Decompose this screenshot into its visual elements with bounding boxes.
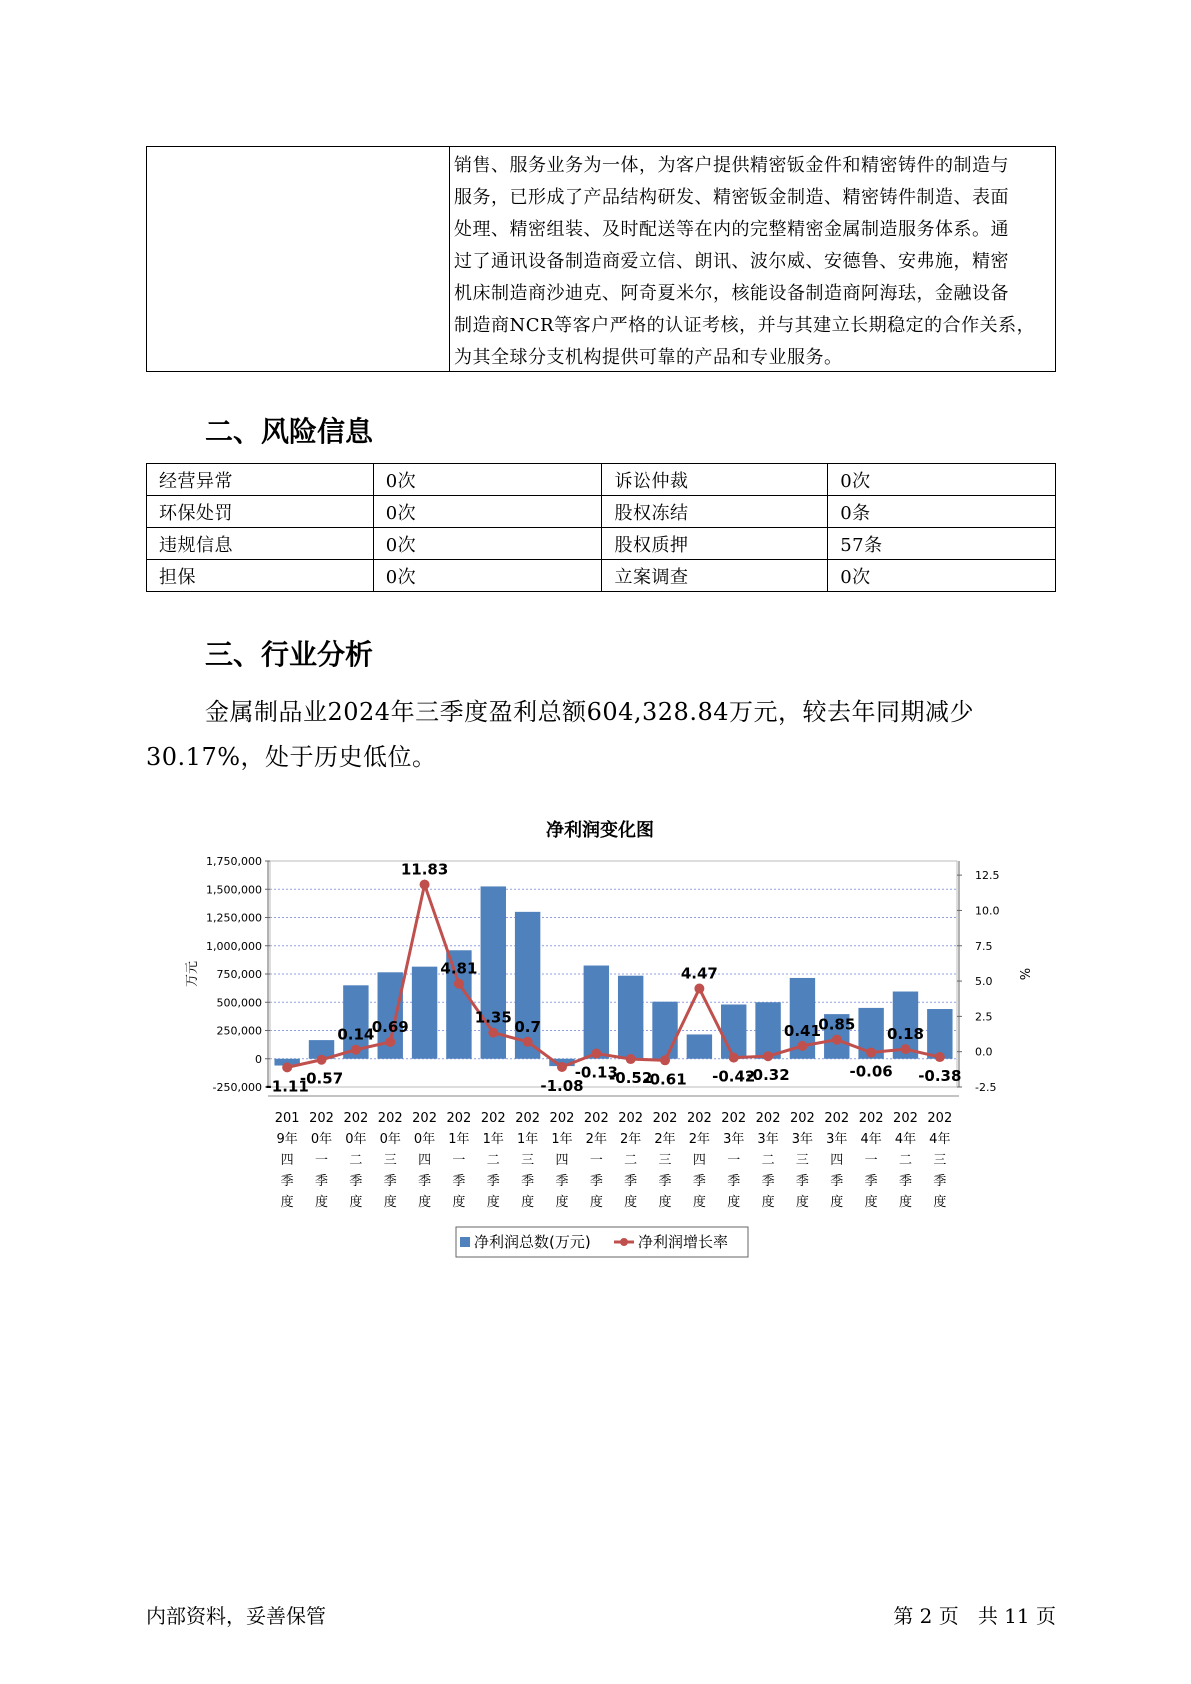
growth-point [454,979,464,989]
x-tick-label: 三 [795,1153,809,1168]
intro-line: 处理、精密组装、及时配送等在内的完整精密金属制造服务体系。通 [454,219,1009,240]
x-tick-label: 二 [761,1153,775,1168]
x-tick-label: 季 [452,1174,466,1189]
risk-label: 股权冻结 [602,496,828,528]
y2-tick-label: 0.0 [975,1045,993,1059]
x-tick-label: 3年 [826,1132,848,1147]
y-tick-label: 0 [255,1052,262,1066]
x-tick-label: 三 [383,1153,397,1168]
data-label: 4.81 [440,959,478,978]
x-tick-label: 1年 [482,1132,504,1147]
growth-point [488,1028,498,1038]
x-tick-label: 202 [515,1111,541,1126]
y2-tick-label: 10.0 [975,904,1000,918]
risk-value: 0次 [828,464,1056,496]
x-tick-label: 202 [480,1111,506,1126]
net-profit-chart [0,800,1191,1270]
bar [412,967,437,1059]
x-tick-label: 四 [692,1153,706,1168]
risk-label: 违规信息 [147,528,374,560]
y-tick-label: 500,000 [216,996,262,1010]
x-tick-label: 0年 [310,1132,333,1147]
x-tick-label: 0年 [379,1132,401,1147]
x-tick-label: 季 [692,1174,706,1189]
x-tick-label: 二 [486,1153,500,1168]
x-tick-label: 202 [721,1111,747,1126]
x-tick-label: 202 [309,1111,334,1126]
x-tick-label: 季 [418,1174,432,1189]
x-tick-label: 季 [864,1174,878,1189]
data-label: 0.14 [337,1025,375,1044]
x-tick-label: 202 [343,1111,369,1126]
x-tick-label: 度 [761,1195,775,1210]
x-tick-label: 202 [618,1111,644,1126]
y2-tick-label: 12.5 [975,869,1000,883]
bar-series [274,886,952,1066]
x-tick-label: 季 [727,1174,741,1189]
x-tick-label: 2年 [688,1132,711,1147]
intro-line: 制造商NCR等客户严格的认证考核，并与其建立长期稳定的合作关系， [454,315,1036,336]
x-tick-label: 四 [555,1153,569,1168]
x-tick-label: 一 [864,1153,878,1168]
x-tick-label: 四 [418,1153,432,1168]
x-tick-label: 季 [624,1174,638,1189]
x-tick-label: 201 [274,1111,300,1126]
bar [515,912,540,1059]
x-tick-label: 季 [521,1174,535,1189]
x-tick-label: 一 [589,1153,603,1168]
risk-value: 0次 [373,496,602,528]
data-label: -1.08 [540,1076,584,1095]
intro-table-text-cell [450,147,1055,371]
data-label: -0.57 [299,1069,344,1088]
x-tick-label: 度 [795,1195,809,1210]
data-label: 0.41 [783,1021,821,1040]
x-tick-label: 季 [280,1174,294,1189]
y2-tick-label: 2.5 [975,1010,993,1024]
data-label: 0.69 [371,1017,409,1036]
x-tick-label: 二 [349,1153,363,1168]
x-tick-label: 二 [898,1153,912,1168]
x-tick-label: 度 [589,1195,603,1210]
data-labels [266,861,962,1096]
data-label: -0.13 [574,1063,618,1082]
y-tick-label: 1,750,000 [206,855,262,868]
intro-line: 服务，已形成了产品结构研发、精密钣金制造、精密铸件制造、表面 [454,187,1009,208]
risk-value: 0次 [373,464,602,496]
risk-value: 57条 [828,528,1056,560]
x-tick-label: 2年 [620,1132,642,1147]
x-tick-label: 度 [452,1195,466,1210]
x-tick-label: 202 [686,1111,712,1126]
x-tick-label: 度 [727,1195,741,1210]
growth-point [317,1055,327,1065]
data-label: 1.35 [474,1008,512,1027]
x-tick-label: 度 [830,1195,844,1210]
plot-border [270,861,957,1087]
legend-line-label: 净利润增长率 [638,1233,729,1251]
x-tick-label: 度 [521,1195,535,1210]
risk-row [147,464,1056,496]
x-tick-label: 度 [624,1195,638,1210]
growth-point [557,1062,567,1072]
x-tick-label: 度 [315,1195,329,1210]
bar [721,1005,746,1059]
risk-heading: 二、风险信息 [205,415,374,448]
risk-label: 担保 [147,560,374,592]
x-tick-label: 202 [412,1111,437,1126]
chart-legend [456,1227,748,1257]
x-tick-label: 202 [377,1111,403,1126]
data-label: 0.7 [514,1017,541,1036]
growth-point [626,1054,636,1064]
x-tick-label: 季 [795,1174,809,1189]
x-tick-label: 202 [446,1111,472,1126]
y2-tick-label: -2.5 [975,1081,997,1094]
x-tick-label: 度 [418,1195,432,1210]
y-tick-label: 250,000 [216,1024,262,1038]
y2-axis-label: % [1016,967,1031,981]
x-tick-label: 四 [280,1153,294,1168]
x-tick-label: 9年 [276,1132,298,1147]
footer-page-number: 第 2 页 共 11 页 [893,1604,1056,1628]
data-label: -0.06 [849,1062,893,1081]
bar [652,1002,677,1059]
x-tick-label: 季 [933,1174,947,1189]
x-tick-label: 四 [830,1153,844,1168]
growth-point [763,1051,773,1061]
x-tick-label: 季 [383,1174,397,1189]
industry-heading: 三、行业分析 [205,638,374,671]
paragraph-line: 金属制品业2024年三季度盈利总额604,328.84万元，较去年同期减少 [205,698,974,726]
x-tick-label: 4年 [929,1132,951,1147]
x-tick-label: 1年 [448,1132,470,1147]
x-tick-label: 0年 [413,1132,436,1147]
growth-point [832,1035,842,1045]
y-tick-label: -250,000 [212,1081,262,1094]
x-tick-label: 202 [790,1111,815,1126]
y-tick-label: 1,000,000 [206,939,262,953]
x-tick-label: 2年 [585,1132,607,1147]
growth-point [935,1052,945,1062]
x-tick-label: 2年 [654,1132,676,1147]
y2-tick-label: 5.0 [975,975,993,989]
x-tick-label: 202 [927,1111,953,1126]
intro-table-left-cell [147,147,450,371]
x-tick-label: 季 [315,1174,329,1189]
legend-bar-swatch [460,1237,470,1247]
growth-point [420,880,430,890]
growth-point [351,1045,361,1055]
x-tick-label: 季 [349,1174,363,1189]
y-axis-label: 万元 [185,960,200,988]
growth-point [660,1055,670,1065]
x-tick-label: 1年 [516,1132,539,1147]
growth-point [900,1044,910,1054]
growth-point [797,1041,807,1051]
growth-point [729,1053,739,1063]
growth-point [523,1037,533,1047]
risk-row [147,560,1056,592]
x-tick-label: 4年 [860,1132,882,1147]
risk-table [146,463,1056,592]
risk-value: 0次 [373,560,602,592]
intro-line: 过了通讯设备制造商爱立信、朗讯、波尔威、安德鲁、安弗施，精密 [454,251,1009,272]
y-tick-label: 1,250,000 [206,911,262,925]
x-tick-label: 度 [280,1195,294,1210]
x-tick-label: 202 [858,1111,884,1126]
x-tick-label: 度 [864,1195,878,1210]
intro-line: 机床制造商沙迪克、阿奇夏米尔，核能设备制造商阿海珐，金融设备 [454,283,1009,304]
growth-point [591,1049,601,1059]
data-label: 0.85 [818,1015,856,1034]
x-tick-label: 季 [555,1174,569,1189]
risk-label: 立案调查 [602,560,828,592]
data-label: 0.18 [886,1025,924,1044]
data-label: 11.83 [400,860,449,879]
x-tick-label: 二 [624,1153,638,1168]
x-tick-label: 度 [555,1195,569,1210]
x-tick-label: 202 [549,1111,575,1126]
y2-tick-label: 7.5 [975,939,993,953]
x-tick-label: 季 [761,1174,775,1189]
x-tick-label: 度 [933,1195,947,1210]
data-label: -0.42 [712,1067,756,1086]
risk-label: 环保处罚 [147,496,374,528]
intro-line: 销售、服务业务为一体，为客户提供精密钣金件和精密铸件的制造与 [454,155,1009,176]
legend-line-dot [620,1238,628,1246]
data-label: -0.52 [609,1069,653,1088]
growth-point [385,1037,395,1047]
risk-label: 经营异常 [147,464,374,496]
data-label: -0.32 [746,1066,790,1085]
bar [584,966,609,1059]
chart-title: 净利润变化图 [546,820,654,841]
growth-point [282,1062,292,1072]
x-tick-label: 季 [830,1174,844,1189]
x-tick-label: 度 [383,1195,397,1210]
x-tick-labels [275,1111,952,1210]
risk-value: 0次 [828,560,1056,592]
data-label: -1.11 [265,1077,309,1096]
x-tick-label: 度 [898,1195,912,1210]
x-tick-label: 季 [486,1174,500,1189]
x-tick-label: 度 [349,1195,363,1210]
y-tick-label: 750,000 [216,968,262,981]
x-tick-label: 度 [486,1195,500,1210]
risk-row [147,496,1056,528]
y-tick-label: 1,500,000 [206,883,262,897]
x-tick-label: 一 [452,1153,466,1168]
x-tick-label: 3年 [757,1132,779,1147]
data-label: -0.38 [918,1067,962,1086]
x-tick-label: 季 [898,1174,912,1189]
intro-line: 为其全球分支机构提供可靠的产品和专业服务。 [454,347,843,368]
x-tick-label: 4年 [894,1132,917,1147]
x-tick-label: 202 [755,1111,781,1126]
risk-label: 诉讼仲裁 [602,464,828,496]
legend-bar-label: 净利润总数(万元) [474,1233,591,1251]
x-tick-label: 三 [933,1153,947,1168]
growth-point [694,984,704,994]
x-tick-label: 202 [583,1111,609,1126]
x-tick-label: 度 [692,1195,706,1210]
x-tick-label: 202 [893,1111,918,1126]
x-tick-label: 度 [658,1195,672,1210]
x-tick-label: 季 [658,1174,672,1189]
footer-left: 内部资料，妥善保管 [146,1604,326,1628]
x-tick-label: 季 [589,1174,603,1189]
x-tick-label: 1年 [551,1132,573,1147]
risk-value: 0条 [828,496,1056,528]
x-tick-label: 3年 [723,1132,745,1147]
x-tick-label: 3年 [791,1132,814,1147]
bar [755,1002,780,1059]
x-tick-label: 三 [658,1153,672,1168]
x-tick-label: 0年 [345,1132,367,1147]
x-tick-label: 一 [727,1153,741,1168]
intro-table [146,146,1056,372]
growth-point [866,1048,876,1058]
risk-row [147,528,1056,560]
x-tick-label: 202 [824,1111,850,1126]
risk-label: 股权质押 [602,528,828,560]
data-label: 4.47 [680,964,718,983]
paragraph-line: 30.17%，处于历史低位。 [146,743,437,771]
risk-value: 0次 [373,528,602,560]
x-tick-label: 三 [521,1153,535,1168]
industry-paragraph [146,690,1056,780]
x-tick-label: 202 [652,1111,678,1126]
bar [687,1034,712,1058]
x-tick-label: 一 [315,1153,329,1168]
data-label: -0.61 [643,1070,687,1089]
bar [927,1009,952,1059]
bar [618,976,643,1059]
chart-grid [270,861,957,1087]
